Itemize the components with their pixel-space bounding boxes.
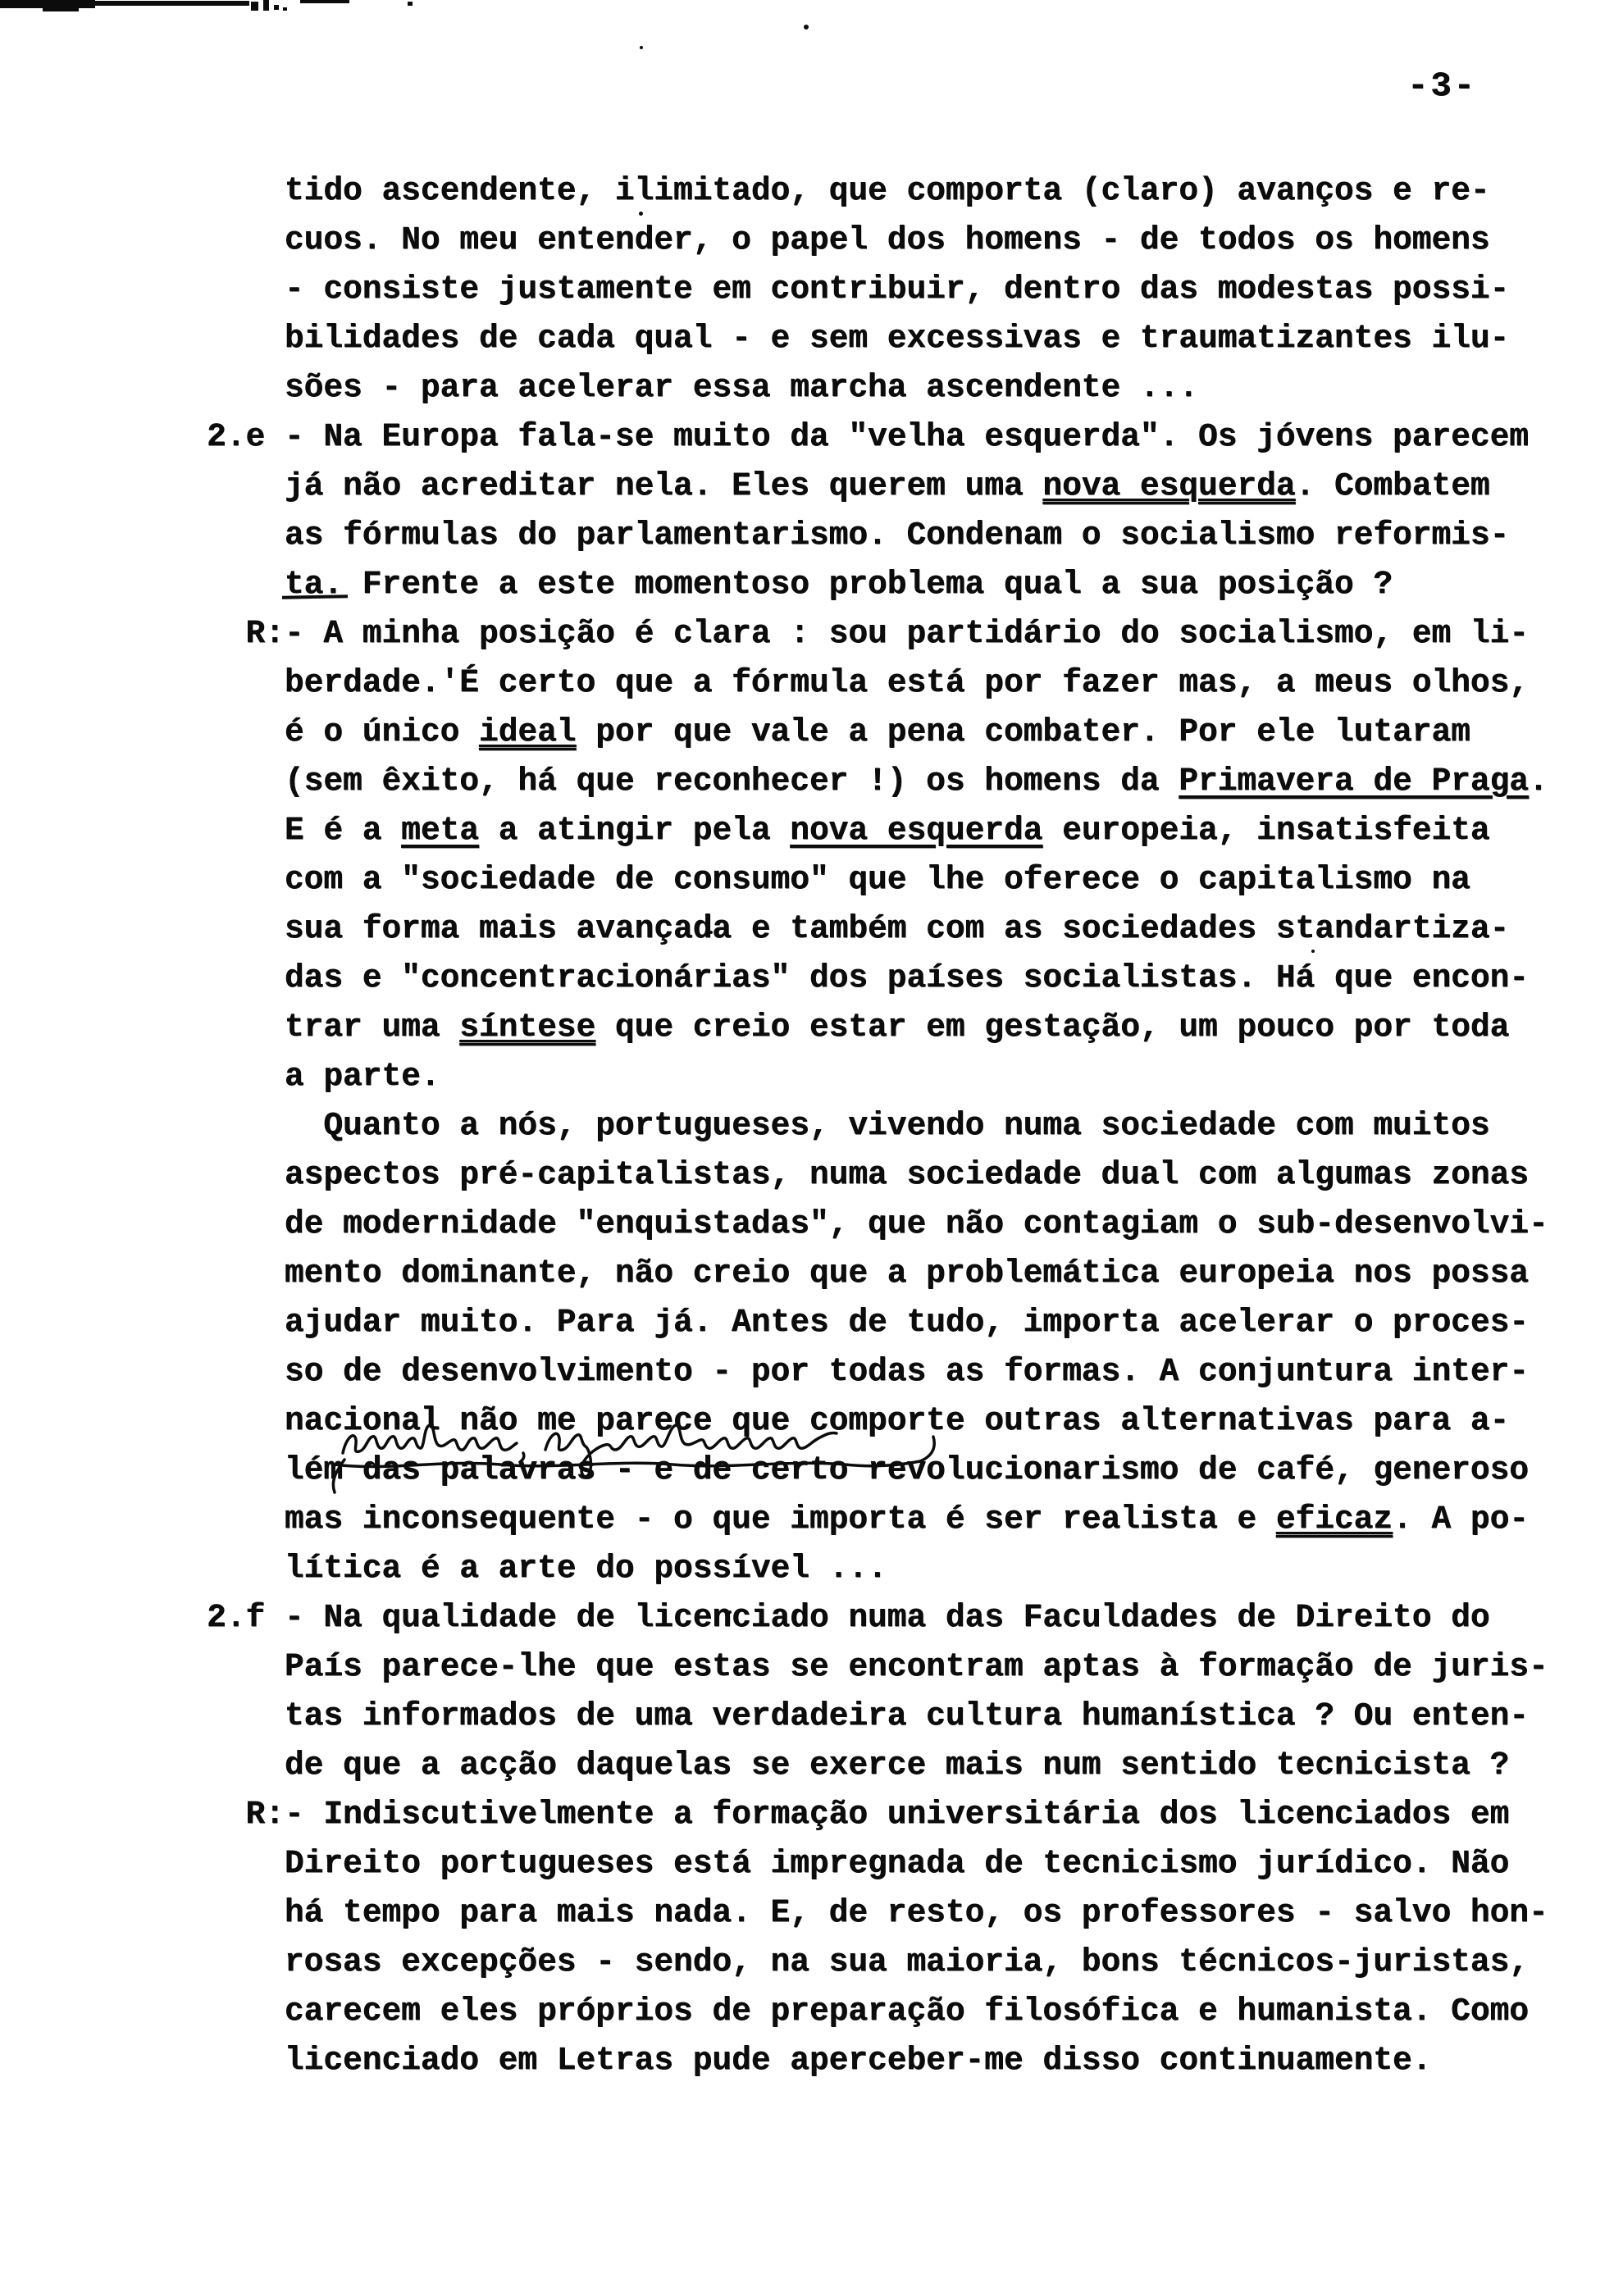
text-segment: . A po-	[1392, 1501, 1529, 1538]
text-segment: que creio estar em gestação, um pouco por toda	[595, 1009, 1510, 1046]
text-segment: E é a	[207, 812, 402, 849]
text-segment: trar uma	[207, 1009, 460, 1046]
text-line	[207, 954, 1548, 1003]
page-number: -3-	[1407, 66, 1477, 106]
text-segment: é o único	[207, 713, 479, 750]
text-segment: já não acreditar nela. Eles querem uma	[207, 467, 1043, 504]
text-line	[207, 855, 1548, 904]
text-line	[207, 1003, 1548, 1052]
text-line	[207, 1249, 1548, 1298]
text-line	[207, 1200, 1548, 1249]
scan-artifact	[263, 0, 269, 11]
scan-artifact	[92, 1, 249, 6]
text-segment: so de desenvolvimento - por todas as formas. A conjuntura inter-	[207, 1353, 1529, 1390]
text-line	[207, 1052, 1548, 1101]
ink-speck	[804, 25, 809, 30]
text-segment: 2.f - Na qualidade de licenciado numa das Faculdades de Direito do	[207, 1599, 1490, 1636]
text-segment: a parte.	[207, 1058, 440, 1095]
text-line	[207, 462, 1548, 511]
text-segment: 2.e - Na Europa fala-se muito da "velha esquerda". Os jóvens parecem	[207, 418, 1529, 455]
text-line	[207, 1987, 1548, 2036]
text-segment: licenciado em Letras pude aperceber-me disso continuamente.	[207, 2042, 1432, 2079]
text-segment: lém das palavras - e de certo revolucionarismo de café, generoso	[207, 1451, 1529, 1488]
text-segment: das e "concentracionárias" dos países socialistas. Há que encon-	[207, 959, 1529, 996]
text-line	[207, 1692, 1548, 1741]
cursive-scribble	[545, 1425, 837, 1477]
scan-artifact	[283, 7, 287, 11]
text-segment: tas informados de uma verdadeira cultura humanística ? Ou enten-	[207, 1697, 1529, 1734]
underlined-text: meta	[401, 812, 479, 849]
text-segment: as fórmulas do parlamentarismo. Condenam o socialismo reformis-	[207, 517, 1510, 554]
underlined-text: nova esquerda	[790, 812, 1043, 849]
text-segment: Direito portugueses está impregnada de tecnicismo jurídico. Não	[207, 1845, 1510, 1882]
text-line	[207, 1642, 1548, 1692]
text-segment: de modernidade "enquistadas", que não contagiam o sub-desenvolvi-	[207, 1205, 1548, 1242]
scan-artifact	[300, 0, 349, 3]
text-line	[207, 1544, 1548, 1593]
text-line	[207, 314, 1548, 363]
text-line	[207, 363, 1548, 412]
text-segment: ajudar muito. Para já. Antes de tudo, importa acelerar o proces-	[207, 1304, 1529, 1341]
text-segment: sua forma mais avançada e também com as sociedades standartiza-	[207, 910, 1510, 947]
text-segment: mento dominante, não creio que a problemática europeia nos possa	[207, 1255, 1529, 1292]
text-segment: .	[1528, 763, 1548, 800]
text-segment: com a "sociedade de consumo" que lhe oferece o capitalismo na	[207, 861, 1470, 898]
text-segment: mas inconsequente - o que importa é ser realista e	[207, 1501, 1276, 1538]
scan-artifact	[251, 2, 258, 11]
ink-speck	[640, 46, 643, 49]
text-segment: cuos. No meu entender, o papel dos homens - de todos os homens	[207, 221, 1490, 258]
cursive-scribble	[521, 1453, 524, 1461]
scan-artifact	[43, 0, 79, 11]
text-segment: há tempo para mais nada. E, de resto, os professores - salvo hon-	[207, 1894, 1548, 1931]
text-line	[207, 1888, 1548, 1938]
text-segment: aspectos pré-capitalistas, numa sociedade dual com algumas zonas	[207, 1156, 1529, 1193]
underlined-text: síntese	[459, 1009, 596, 1046]
underlined-text: ideal	[478, 713, 577, 750]
text-line	[207, 658, 1548, 708]
text-line	[207, 1593, 1548, 1642]
text-line	[207, 1839, 1548, 1888]
text-segment: por que vale a pena combater. Por ele lutaram	[576, 713, 1470, 750]
strike-end-hook	[920, 1437, 934, 1461]
text-segment: tido ascendente, ilimitado, que comporta (claro) avanços e re-	[207, 172, 1490, 209]
text-segment: lítica é a arte do possível ...	[207, 1550, 887, 1587]
text-line	[207, 1347, 1548, 1396]
text-line	[207, 1741, 1548, 1790]
text-line	[207, 609, 1548, 658]
scan-artifact	[408, 2, 413, 6]
text-segment: País parece-lhe que estas se encontram aptas à formação de juris-	[207, 1648, 1548, 1685]
scan-artifact	[274, 5, 279, 10]
text-line	[207, 216, 1548, 265]
strike-line	[335, 1461, 920, 1467]
text-segment: de que a acção daquelas se exerce mais num sentido tecnicista ?	[207, 1747, 1510, 1784]
text-segment: bilidades de cada qual - e sem excessivas e traumatizantes ilu-	[207, 320, 1510, 357]
text-line	[207, 511, 1548, 560]
text-segment: europeia, insatisfeita	[1042, 812, 1490, 849]
text-line	[207, 1298, 1548, 1347]
text-line	[207, 2036, 1548, 2085]
text-line	[207, 560, 1548, 609]
handwritten-annotation	[312, 1417, 968, 1499]
text-line	[207, 1495, 1548, 1544]
text-segment: a atingir pela	[478, 812, 791, 849]
text-segment: Quanto a nós, portugueses, vivendo numa sociedade com muitos	[207, 1107, 1490, 1144]
text-segment: - consiste justamente em contribuir, dentro das modestas possi-	[207, 271, 1510, 308]
text-line	[207, 265, 1548, 314]
text-line	[207, 757, 1548, 806]
text-segment: berdade.'É certo que a fórmula está por fazer mas, a meus olhos,	[207, 664, 1529, 701]
text-segment: rosas excepções - sendo, na sua maioria, bons técnicos-juristas,	[207, 1943, 1529, 1980]
text-segment: . Combatem	[1295, 467, 1490, 504]
text-line	[207, 1790, 1548, 1839]
text-segment: nacional não me parece que comporte outras alternativas para a-	[207, 1402, 1510, 1439]
text-line	[207, 904, 1548, 954]
cursive-scribble	[343, 1425, 517, 1453]
text-segment: R:- Indiscutivelmente a formação universitária dos licenciados em	[207, 1796, 1510, 1833]
text-line	[207, 1101, 1548, 1150]
document-lines	[207, 166, 1548, 2085]
text-line	[207, 1938, 1548, 1987]
text-line	[207, 708, 1548, 757]
text-segment: ta. Frente a este momentoso problema qual a sua posição ?	[207, 566, 1393, 603]
text-segment: R:- A minha posição é clara : sou partidário do socialismo, em li-	[207, 615, 1529, 652]
text-segment: (sem êxito, há que reconhecer !) os homens da	[207, 763, 1179, 800]
underlined-text: eficaz	[1275, 1501, 1393, 1538]
text-segment: carecem eles próprios de preparação filosófica e humanista. Como	[207, 1993, 1529, 2029]
text-line	[207, 806, 1548, 855]
underlined-text: nova esquerda	[1042, 467, 1296, 504]
text-line	[207, 166, 1548, 216]
text-line	[207, 1150, 1548, 1200]
text-line	[207, 412, 1548, 462]
underlined-text: Primavera de Praga	[1179, 763, 1529, 800]
text-segment: sões - para acelerar essa marcha ascendente ...	[207, 369, 1198, 406]
